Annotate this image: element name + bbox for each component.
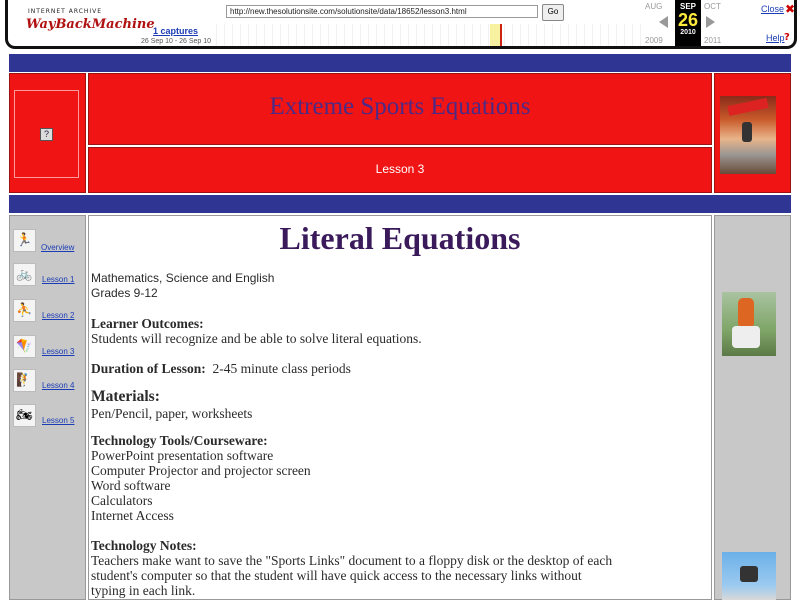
top-blue-bar	[9, 54, 791, 72]
nav-link-lesson-4[interactable]: Lesson 4	[42, 381, 75, 390]
wayback-toolbar	[0, 0, 800, 50]
football-player-torso-shape	[738, 298, 754, 328]
url-input[interactable]: http://new.thesolutionsite.com/solutionsite/data/18652/lesson3.html	[226, 5, 538, 18]
kite-icon[interactable]: 🪁	[13, 335, 36, 358]
close-link[interactable]: Close	[761, 4, 785, 14]
next-month-label[interactable]: OCT	[704, 2, 721, 11]
wayback-logo-top-text: INTERNET ARCHIVE	[28, 8, 103, 15]
header-title-cell	[88, 73, 712, 145]
nav-link-lesson-2[interactable]: Lesson 2	[42, 311, 75, 320]
outcomes-text: Students will recognize and be able to solve literal equations.	[91, 331, 422, 346]
notes-line: student's computer so that the student will have quick access to the necessary links without	[91, 568, 582, 583]
middle-blue-bar	[9, 195, 791, 213]
grades-text: Grades 9-12	[91, 286, 158, 300]
lesson-title: Literal Equations	[279, 220, 521, 256]
nav-link-lesson-5[interactable]: Lesson 5	[42, 416, 75, 425]
bicycle-icon[interactable]: 🚲	[13, 263, 36, 286]
tools-heading: Technology Tools/Courseware:	[91, 433, 268, 448]
nav-item-lesson-1[interactable]	[11, 262, 85, 288]
tools-item: Computer Projector and projector screen	[91, 463, 311, 478]
football-player-photo	[722, 292, 776, 356]
motorbike-icon[interactable]: 🏍	[13, 404, 36, 427]
football-player-legs-shape	[732, 326, 760, 348]
missing-image-icon[interactable]: ?	[40, 128, 53, 141]
parasail-kite-shape	[727, 98, 768, 116]
skater-icon[interactable]: ⛹	[13, 299, 36, 322]
notes-line: typing in each link.	[91, 583, 196, 598]
subjects-text: Mathematics, Science and English	[91, 271, 275, 285]
nav-item-lesson-3[interactable]	[11, 334, 85, 360]
go-button[interactable]: Go	[542, 4, 564, 21]
skydiver-figure-shape	[740, 566, 758, 582]
current-month: SEP	[679, 2, 696, 11]
parasail-rider-shape	[742, 122, 752, 142]
site-title: Extreme Sports Equations	[269, 93, 531, 120]
wayback-toolbar-frame	[5, 0, 797, 49]
duration-heading: Duration of Lesson:	[91, 361, 206, 376]
climber-icon[interactable]: 🧗	[13, 369, 36, 392]
tools-item: PowerPoint presentation software	[91, 448, 274, 463]
right-photo-column	[714, 215, 791, 600]
nav-link-overview[interactable]: Overview	[41, 243, 75, 252]
current-year: 2010	[680, 29, 696, 36]
duration-text: 2-45 minute class periods	[212, 361, 351, 376]
prev-month-label[interactable]: AUG	[645, 2, 663, 11]
outcomes-heading: Learner Outcomes:	[91, 316, 204, 331]
help-icon[interactable]: ?	[784, 32, 790, 43]
sparkline-capture-mark[interactable]	[500, 24, 502, 46]
captures-link[interactable]: 1 captures	[153, 26, 199, 36]
header-lesson-cell	[88, 147, 712, 193]
next-year-label[interactable]: 2011	[704, 36, 722, 45]
wayback-logo[interactable]	[26, 8, 155, 38]
help-link[interactable]: Help	[766, 33, 785, 43]
materials-text: Pen/Pencil, paper, worksheets	[91, 406, 253, 421]
notes-line: Teachers make want to save the "Sports Links" document to a floppy disk or the desktop of each	[91, 553, 613, 568]
wayback-logo-main-text: WayBackMachine	[26, 17, 155, 32]
current-capture-date	[675, 0, 701, 46]
nav-item-lesson-2[interactable]	[11, 298, 85, 324]
sparkline-current-year-highlight	[490, 24, 500, 46]
materials-heading: Materials:	[91, 388, 160, 405]
current-day: 26	[677, 10, 699, 30]
nav-link-lesson-3[interactable]: Lesson 3	[42, 347, 75, 356]
parasailer-photo	[720, 96, 776, 174]
nav-link-lesson-1[interactable]: Lesson 1	[42, 275, 75, 284]
prev-year-label[interactable]: 2009	[645, 36, 663, 45]
skydiver-photo	[722, 552, 776, 600]
lesson-content	[88, 215, 712, 600]
nav-item-lesson-4[interactable]	[11, 368, 85, 394]
nav-item-overview[interactable]	[11, 228, 85, 254]
runner-icon[interactable]: 🏃	[13, 229, 36, 252]
next-capture-arrow-icon[interactable]	[706, 16, 715, 28]
notes-heading: Technology Notes:	[91, 538, 197, 553]
capture-sparkline[interactable]	[216, 24, 644, 46]
duration-row	[91, 361, 351, 376]
tools-item: Word software	[91, 478, 171, 493]
prev-capture-arrow-icon[interactable]	[659, 16, 668, 28]
nav-item-lesson-5[interactable]	[11, 403, 85, 429]
close-icon[interactable]: ✖	[785, 2, 796, 16]
tools-item: Calculators	[91, 493, 153, 508]
tools-item: Internet Access	[91, 508, 174, 523]
capture-date-range: 26 Sep 10 - 26 Sep 10	[141, 38, 212, 45]
lesson-label: Lesson 3	[375, 162, 425, 176]
